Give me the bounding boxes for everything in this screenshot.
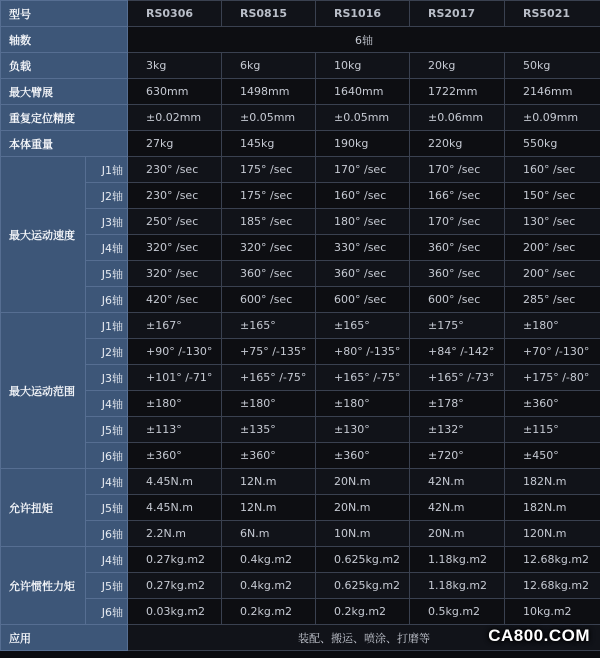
inertia-value: 0.2kg.m2 bbox=[316, 599, 410, 625]
motion-range-value: +101° /-71° bbox=[128, 365, 222, 391]
max-speed-value: 320° /sec bbox=[128, 261, 222, 287]
max-speed-row bbox=[1, 235, 600, 261]
axis-label: J5轴 bbox=[86, 495, 128, 521]
axis-label: J2轴 bbox=[86, 339, 128, 365]
torque-value: 120N.m bbox=[505, 521, 600, 547]
weight-value: 550kg bbox=[505, 131, 600, 157]
axis-label: J4轴 bbox=[86, 469, 128, 495]
axes-row bbox=[1, 27, 600, 53]
inertia-row bbox=[1, 599, 600, 625]
inertia-label: 允许惯性力矩 bbox=[1, 547, 86, 625]
inertia-value: 1.18kg.m2 bbox=[410, 573, 505, 599]
max-speed-value: 170° /sec bbox=[410, 157, 505, 183]
motion-range-value: +80° /-135° bbox=[316, 339, 410, 365]
motion-range-value: ±165° bbox=[222, 313, 316, 339]
repeatability-value: ±0.05mm bbox=[222, 105, 316, 131]
application-value: 装配、搬运、喷涂、打磨等 bbox=[128, 625, 600, 651]
motion-range-value: ±360° bbox=[505, 391, 600, 417]
axis-label: J6轴 bbox=[86, 521, 128, 547]
axis-label: J5轴 bbox=[86, 417, 128, 443]
torque-row bbox=[1, 495, 600, 521]
max-speed-row bbox=[1, 183, 600, 209]
axis-label: J1轴 bbox=[86, 157, 128, 183]
max-speed-value: 230° /sec bbox=[128, 157, 222, 183]
weight-value: 27kg bbox=[128, 131, 222, 157]
motion-range-value: +175° /-80° bbox=[505, 365, 600, 391]
inertia-value: 0.4kg.m2 bbox=[222, 547, 316, 573]
max-speed-value: 160° /sec bbox=[505, 157, 600, 183]
motion-range-value: ±178° bbox=[410, 391, 505, 417]
max-speed-value: 360° /sec bbox=[410, 261, 505, 287]
motion-range-label: 最大运动范围 bbox=[1, 313, 86, 469]
weight-row bbox=[1, 131, 600, 157]
motion-range-value: +70° /-130° bbox=[505, 339, 600, 365]
axis-label: J3轴 bbox=[86, 209, 128, 235]
motion-range-row bbox=[1, 391, 600, 417]
motion-range-value: +165° /-75° bbox=[222, 365, 316, 391]
repeatability-value: ±0.02mm bbox=[128, 105, 222, 131]
motion-range-value: +165° /-73° bbox=[410, 365, 505, 391]
inertia-value: 0.2kg.m2 bbox=[222, 599, 316, 625]
axis-label: J6轴 bbox=[86, 599, 128, 625]
motion-range-value: ±180° bbox=[505, 313, 600, 339]
motion-range-value: ±450° bbox=[505, 443, 600, 469]
payload-value: 6kg bbox=[222, 53, 316, 79]
reach-label: 最大臂展 bbox=[1, 79, 128, 105]
inertia-row bbox=[1, 573, 600, 599]
max-speed-value: 150° /sec bbox=[505, 183, 600, 209]
max-speed-label: 最大运动速度 bbox=[1, 157, 86, 313]
torque-value: 6N.m bbox=[222, 521, 316, 547]
axis-label: J6轴 bbox=[86, 443, 128, 469]
motion-range-value: ±360° bbox=[222, 443, 316, 469]
reach-row bbox=[1, 79, 600, 105]
max-speed-value: 360° /sec bbox=[410, 235, 505, 261]
motion-range-value: ±360° bbox=[128, 443, 222, 469]
max-speed-value: 160° /sec bbox=[316, 183, 410, 209]
weight-value: 145kg bbox=[222, 131, 316, 157]
axes-value: 6轴 bbox=[128, 27, 600, 53]
max-speed-value: 330° /sec bbox=[316, 235, 410, 261]
max-speed-value: 170° /sec bbox=[316, 157, 410, 183]
reach-value: 2146mm bbox=[505, 79, 600, 105]
model-name: RS0306 bbox=[128, 1, 222, 27]
motion-range-value: ±167° bbox=[128, 313, 222, 339]
axis-label: J2轴 bbox=[86, 183, 128, 209]
motion-range-value: ±113° bbox=[128, 417, 222, 443]
reach-value: 1640mm bbox=[316, 79, 410, 105]
axes-label: 轴数 bbox=[1, 27, 128, 53]
torque-value: 20N.m bbox=[316, 495, 410, 521]
inertia-value: 1.18kg.m2 bbox=[410, 547, 505, 573]
motion-range-row bbox=[1, 365, 600, 391]
motion-range-row bbox=[1, 313, 600, 339]
axis-label: J3轴 bbox=[86, 365, 128, 391]
max-speed-row bbox=[1, 287, 600, 313]
watermark: CA800.COM bbox=[488, 626, 590, 645]
motion-range-value: ±360° bbox=[316, 443, 410, 469]
max-speed-value: 185° /sec bbox=[222, 209, 316, 235]
max-speed-value: 200° /sec bbox=[505, 261, 600, 287]
motion-range-value: +90° /-130° bbox=[128, 339, 222, 365]
axis-label: J1轴 bbox=[86, 313, 128, 339]
torque-value: 2.2N.m bbox=[128, 521, 222, 547]
repeatability-label: 重复定位精度 bbox=[1, 105, 128, 131]
max-speed-value: 285° /sec bbox=[505, 287, 600, 313]
motion-range-value: ±165° bbox=[316, 313, 410, 339]
motion-range-value: +75° /-135° bbox=[222, 339, 316, 365]
motion-range-row bbox=[1, 417, 600, 443]
reach-value: 630mm bbox=[128, 79, 222, 105]
torque-value: 12N.m bbox=[222, 495, 316, 521]
application-label: 应用 bbox=[1, 625, 128, 651]
motion-range-value: ±115° bbox=[505, 417, 600, 443]
torque-value: 4.45N.m bbox=[128, 469, 222, 495]
payload-value: 50kg bbox=[505, 53, 600, 79]
axis-label: J4轴 bbox=[86, 235, 128, 261]
inertia-value: 0.625kg.m2 bbox=[316, 573, 410, 599]
max-speed-row bbox=[1, 209, 600, 235]
inertia-value: 0.625kg.m2 bbox=[316, 547, 410, 573]
torque-row bbox=[1, 521, 600, 547]
inertia-value: 12.68kg.m2 bbox=[505, 547, 600, 573]
max-speed-value: 360° /sec bbox=[316, 261, 410, 287]
max-speed-value: 360° /sec bbox=[222, 261, 316, 287]
motion-range-value: ±132° bbox=[410, 417, 505, 443]
payload-value: 20kg bbox=[410, 53, 505, 79]
motion-range-value: +84° /-142° bbox=[410, 339, 505, 365]
inertia-value: 0.5kg.m2 bbox=[410, 599, 505, 625]
max-speed-value: 320° /sec bbox=[128, 235, 222, 261]
torque-label: 允许扭矩 bbox=[1, 469, 86, 547]
motion-range-value: +165° /-75° bbox=[316, 365, 410, 391]
repeatability-value: ±0.09mm bbox=[505, 105, 600, 131]
torque-value: 4.45N.m bbox=[128, 495, 222, 521]
max-speed-value: 180° /sec bbox=[316, 209, 410, 235]
max-speed-value: 600° /sec bbox=[222, 287, 316, 313]
axis-label: J5轴 bbox=[86, 261, 128, 287]
motion-range-value: ±720° bbox=[410, 443, 505, 469]
payload-value: 3kg bbox=[128, 53, 222, 79]
payload-value: 10kg bbox=[316, 53, 410, 79]
max-speed-value: 166° /sec bbox=[410, 183, 505, 209]
inertia-value: 0.03kg.m2 bbox=[128, 599, 222, 625]
torque-value: 20N.m bbox=[316, 469, 410, 495]
max-speed-value: 175° /sec bbox=[222, 157, 316, 183]
max-speed-value: 170° /sec bbox=[410, 209, 505, 235]
reach-value: 1498mm bbox=[222, 79, 316, 105]
axis-label: J6轴 bbox=[86, 287, 128, 313]
motion-range-row bbox=[1, 443, 600, 469]
model-name: RS0815 bbox=[222, 1, 316, 27]
torque-value: 20N.m bbox=[410, 521, 505, 547]
torque-value: 10N.m bbox=[316, 521, 410, 547]
model-name: RS5021 bbox=[505, 1, 600, 27]
inertia-value: 0.4kg.m2 bbox=[222, 573, 316, 599]
max-speed-row bbox=[1, 157, 600, 183]
repeatability-value: ±0.06mm bbox=[410, 105, 505, 131]
motion-range-row bbox=[1, 339, 600, 365]
inertia-value: 10kg.m2 bbox=[505, 599, 600, 625]
repeatability-row bbox=[1, 105, 600, 131]
max-speed-row bbox=[1, 261, 600, 287]
model-name: RS2017 bbox=[410, 1, 505, 27]
axis-label: J5轴 bbox=[86, 573, 128, 599]
max-speed-value: 600° /sec bbox=[410, 287, 505, 313]
weight-value: 190kg bbox=[316, 131, 410, 157]
torque-row bbox=[1, 469, 600, 495]
max-speed-value: 250° /sec bbox=[128, 209, 222, 235]
torque-value: 12N.m bbox=[222, 469, 316, 495]
weight-value: 220kg bbox=[410, 131, 505, 157]
payload-row bbox=[1, 53, 600, 79]
torque-value: 182N.m bbox=[505, 495, 600, 521]
inertia-value: 0.27kg.m2 bbox=[128, 573, 222, 599]
header-row bbox=[1, 1, 600, 27]
inertia-value: 12.68kg.m2 bbox=[505, 573, 600, 599]
model-name: RS1016 bbox=[316, 1, 410, 27]
repeatability-value: ±0.05mm bbox=[316, 105, 410, 131]
motion-range-value: ±135° bbox=[222, 417, 316, 443]
model-label: 型号 bbox=[1, 1, 128, 27]
max-speed-value: 230° /sec bbox=[128, 183, 222, 209]
torque-value: 42N.m bbox=[410, 495, 505, 521]
inertia-value: 0.27kg.m2 bbox=[128, 547, 222, 573]
torque-value: 42N.m bbox=[410, 469, 505, 495]
max-speed-value: 175° /sec bbox=[222, 183, 316, 209]
max-speed-value: 320° /sec bbox=[222, 235, 316, 261]
motion-range-value: ±130° bbox=[316, 417, 410, 443]
max-speed-value: 600° /sec bbox=[316, 287, 410, 313]
torque-value: 182N.m bbox=[505, 469, 600, 495]
inertia-row bbox=[1, 547, 600, 573]
axis-label: J4轴 bbox=[86, 391, 128, 417]
weight-label: 本体重量 bbox=[1, 131, 128, 157]
max-speed-value: 130° /sec bbox=[505, 209, 600, 235]
axis-label: J4轴 bbox=[86, 547, 128, 573]
motion-range-value: ±180° bbox=[316, 391, 410, 417]
max-speed-value: 200° /sec bbox=[505, 235, 600, 261]
motion-range-value: ±175° bbox=[410, 313, 505, 339]
reach-value: 1722mm bbox=[410, 79, 505, 105]
payload-label: 负载 bbox=[1, 53, 128, 79]
max-speed-value: 420° /sec bbox=[128, 287, 222, 313]
motion-range-value: ±180° bbox=[222, 391, 316, 417]
motion-range-value: ±180° bbox=[128, 391, 222, 417]
